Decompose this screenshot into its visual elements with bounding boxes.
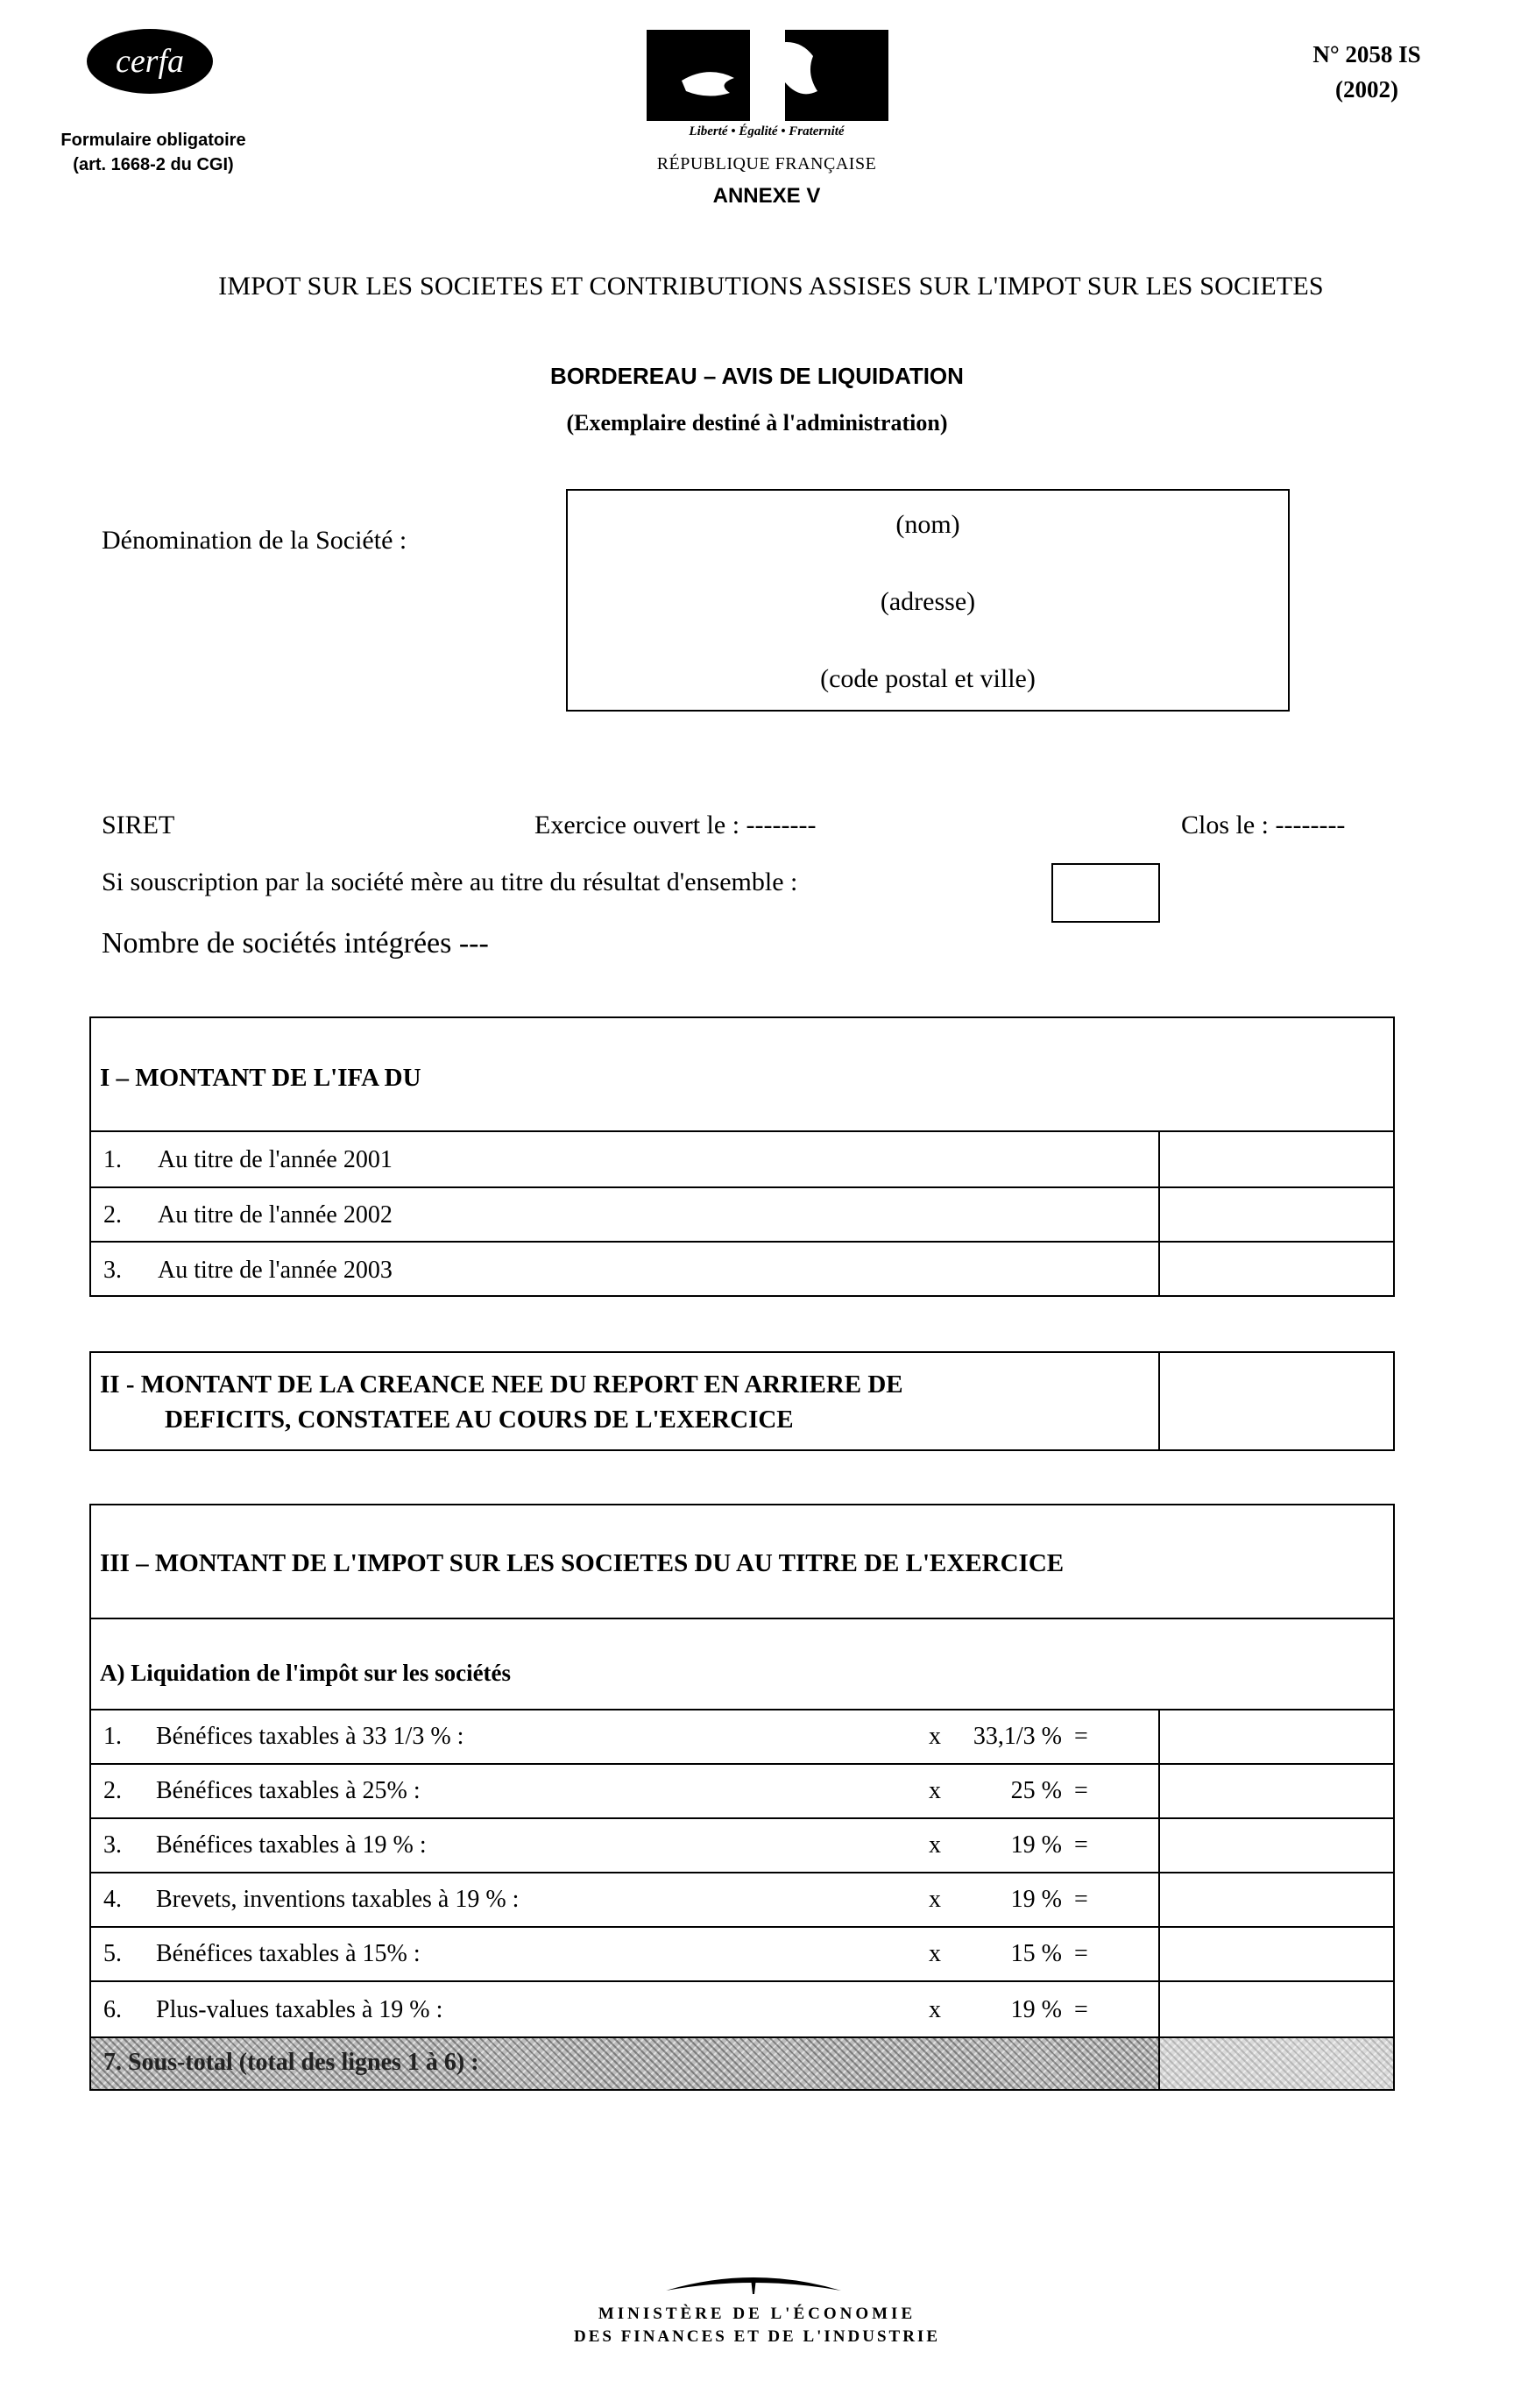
ifa-2001-amount-field[interactable] <box>1162 1134 1391 1185</box>
subtotal-row <box>91 2038 1158 2089</box>
ifa-2003-amount-field[interactable] <box>1162 1244 1391 1293</box>
tax-row-multiply: x <box>929 1723 941 1750</box>
tax-row-number: 4. <box>103 1886 122 1913</box>
tax-row-multiply: x <box>929 1777 941 1804</box>
section-corporate-tax <box>89 1504 1395 2091</box>
company-name-label: Dénomination de la Société : <box>102 526 407 555</box>
company-address-field[interactable]: (adresse) <box>880 587 976 616</box>
tax-row-rate: 25 % <box>1010 1777 1062 1804</box>
tax-row-equals: = <box>1074 1996 1088 2023</box>
capital-gains-19-amount-field[interactable] <box>1162 1984 1391 2035</box>
tax-row-multiply: x <box>929 1886 941 1913</box>
tax-row-rate: 19 % <box>1010 1831 1062 1859</box>
section-carryback-title-line-2: DEFICITS, CONSTATEE AU COURS DE L'EXERCICE <box>165 1406 794 1434</box>
tax-19-amount-field[interactable] <box>1162 1821 1391 1870</box>
tax-row-number: 3. <box>103 1831 122 1859</box>
ministry-name-line-2: DES FINANCES ET DE L'INDUSTRIE <box>573 2327 941 2346</box>
tax-row-label: Bénéfices taxables à 25% : <box>156 1777 421 1804</box>
integrated-companies-count[interactable]: Nombre de sociétés intégrées --- <box>102 927 489 960</box>
tax-row-rate: 15 % <box>1010 1940 1062 1967</box>
tax-row-equals: = <box>1074 1777 1088 1804</box>
siret-label: SIRET <box>102 811 175 839</box>
form-number-value: N° 2058 IS <box>1312 41 1421 67</box>
tax-row-number: 1. <box>103 1723 122 1750</box>
ministry-name-line-1: MINISTÈRE DE L'ÉCONOMIE <box>598 2305 916 2323</box>
page-subtitle-note: (Exemplaire destiné à l'administration) <box>566 410 948 436</box>
ifa-row-number: 2. <box>103 1201 122 1229</box>
exercise-open-date[interactable]: Exercice ouvert le : -------- <box>534 811 817 839</box>
subtotal-amount-cell <box>1160 2038 1393 2089</box>
tax-row-equals: = <box>1074 1940 1088 1967</box>
page-title: IMPOT SUR LES SOCIETES ET CONTRIBUTIONS ASSISES SUR L'IMPOT SUR LES SOCIETES <box>218 272 1324 301</box>
tax-row-label: Brevets, inventions taxables à 19 % : <box>156 1886 520 1913</box>
mandatory-form-note <box>26 128 280 177</box>
tax-row-equals: = <box>1074 1886 1088 1913</box>
section-carryback-title-line-1: II - MONTANT DE LA CREANCE NEE DU REPORT EN ARRIERE DE <box>100 1370 903 1399</box>
tax-33-amount-field[interactable] <box>1162 1712 1391 1761</box>
section-corporate-tax-title: III – MONTANT DE L'IMPOT SUR LES SOCIETES DU AU TITRE DE L'EXERCICE <box>100 1549 1065 1577</box>
tax-row-label: Bénéfices taxables à 33 1/3 % : <box>156 1723 464 1750</box>
cerfa-logo-text: cerfa <box>115 43 185 80</box>
group-subscription-label: Si souscription par la société mère au titre du résultat d'ensemble : <box>102 868 798 896</box>
form-number <box>1262 37 1472 107</box>
ifa-row-label: Au titre de l'année 2001 <box>158 1146 393 1173</box>
tax-row-multiply: x <box>929 1940 941 1967</box>
tax-row-rate: 33,1/3 % <box>973 1723 1062 1750</box>
marianne-logo <box>647 30 888 121</box>
tax-row-label: Plus-values taxables à 19 % : <box>156 1996 443 2023</box>
mandatory-line-2: (art. 1668-2 du CGI) <box>73 155 234 174</box>
tax-row-equals: = <box>1074 1723 1088 1750</box>
carryback-credit-amount-field[interactable] <box>1162 1356 1391 1448</box>
tax-row-rate: 19 % <box>1010 1996 1062 2023</box>
group-subscription-checkbox[interactable] <box>1051 863 1160 923</box>
subtotal-label: 7. Sous-total (total des lignes 1 à 6) : <box>103 2049 479 2076</box>
mandatory-line-1: Formulaire obligatoire <box>60 131 246 150</box>
company-city-field[interactable]: (code postal et ville) <box>820 664 1036 693</box>
patents-19-amount-field[interactable] <box>1162 1875 1391 1924</box>
section-carryback-credit <box>89 1351 1395 1451</box>
company-name-field[interactable]: (nom) <box>895 510 960 539</box>
ifa-row-number: 3. <box>103 1257 122 1284</box>
tax-row-rate: 19 % <box>1010 1886 1062 1913</box>
republic-name: RÉPUBLIQUE FRANÇAISE <box>656 154 877 174</box>
exercise-close-date[interactable]: Clos le : -------- <box>1181 811 1346 839</box>
tax-row-number: 6. <box>103 1996 122 2023</box>
tax-row-label: Bénéfices taxables à 15% : <box>156 1940 421 1967</box>
republic-motto: Liberté • Égalité • Fraternité <box>689 124 845 138</box>
annex-label: ANNEXE V <box>712 184 821 208</box>
tax-row-number: 2. <box>103 1777 122 1804</box>
tax-row-multiply: x <box>929 1831 941 1859</box>
tax-row-multiply: x <box>929 1996 941 2023</box>
page-subtitle: BORDEREAU – AVIS DE LIQUIDATION <box>550 363 964 389</box>
cerfa-logo <box>84 26 216 96</box>
section-ifa <box>89 1016 1395 1297</box>
tax-15-amount-field[interactable] <box>1162 1930 1391 1979</box>
ifa-row-number: 1. <box>103 1146 122 1173</box>
subsection-a-title: A) Liquidation de l'impôt sur les sociétés <box>100 1660 512 1686</box>
tax-row-number: 5. <box>103 1940 122 1967</box>
section-ifa-title: I – MONTANT DE L'IFA DU <box>100 1064 421 1092</box>
company-address-box[interactable] <box>566 489 1290 712</box>
ifa-row-label: Au titre de l'année 2003 <box>158 1257 393 1284</box>
form-year: (2002) <box>1335 76 1398 103</box>
tax-row-label: Bénéfices taxables à 19 % : <box>156 1831 427 1859</box>
tax-row-equals: = <box>1074 1831 1088 1859</box>
tax-25-amount-field[interactable] <box>1162 1767 1391 1816</box>
ministry-logo <box>648 2261 859 2296</box>
ifa-2002-amount-field[interactable] <box>1162 1190 1391 1239</box>
ifa-row-label: Au titre de l'année 2002 <box>158 1201 393 1229</box>
